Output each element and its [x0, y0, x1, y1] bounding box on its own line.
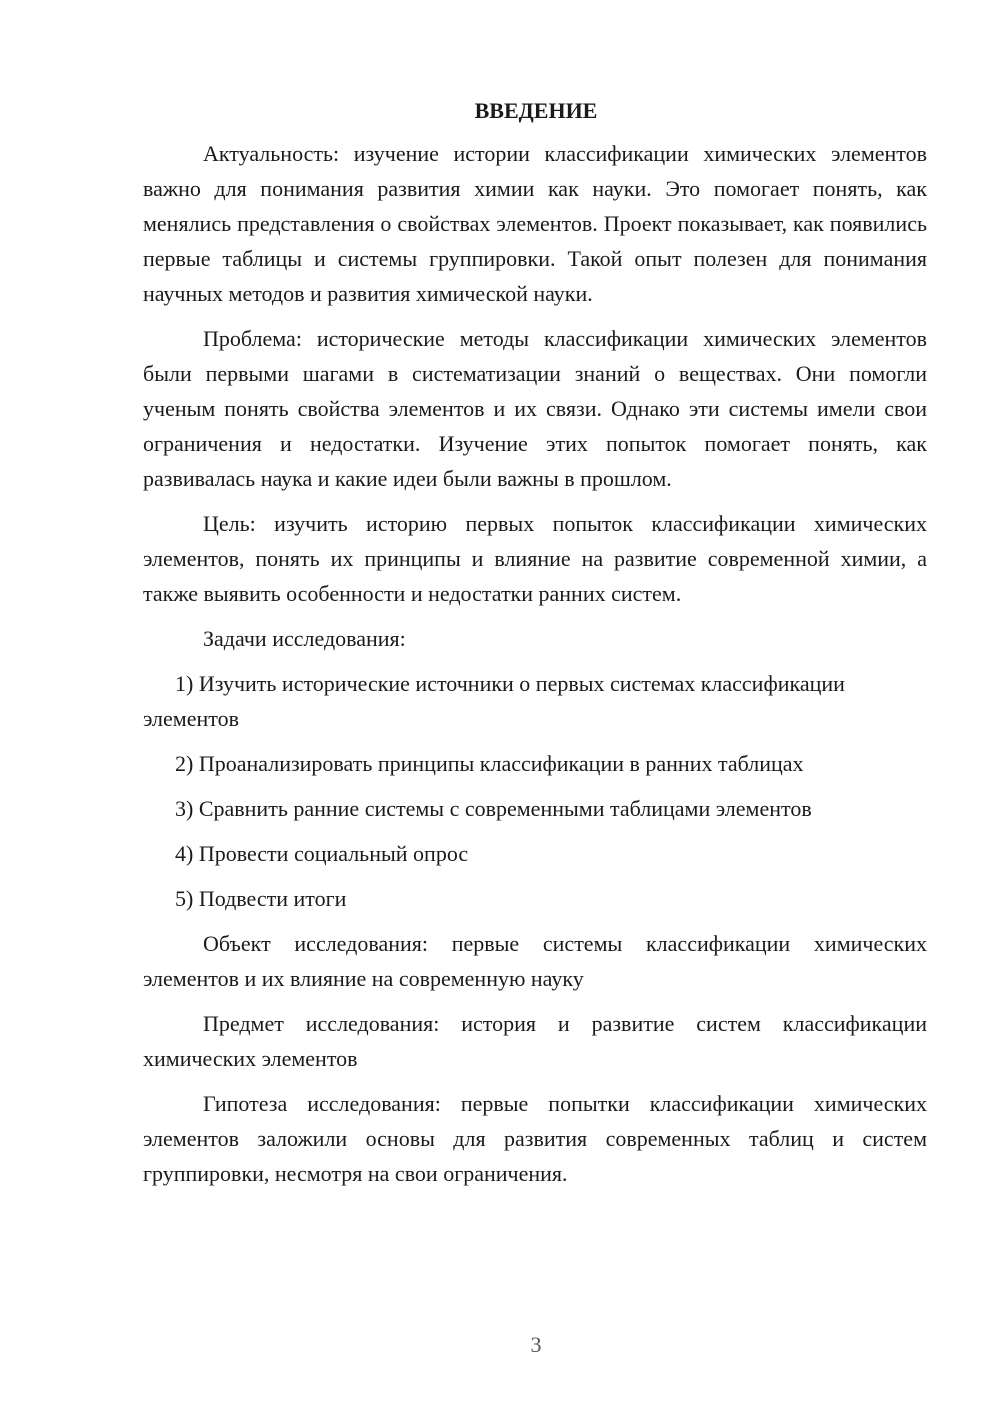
goal-paragraph: Цель: изучить историю первых попыток классификации химических элементов, понять их принципы и влияние на развитие современной химии, а также выявить особенности и недостатки ранних систем.: [143, 511, 927, 606]
page-title: ВВЕДЕНИЕ: [474, 98, 598, 123]
relevance-paragraph: Актуальность: изучение истории классификации химических элементов важно для понимания развития химии как науки. Это помогает понять, как менялись представления о свойствах элементов. Проект показывает, как появились первые таблицы и системы группировки. Такой опыт полезен для понимания научных методов и развития химической науки.: [143, 141, 927, 306]
problem-paragraph: Проблема: исторические методы классификации химических элементов были первыми шагами в систематизации знаний о веществах. Они помогли ученым понять свойства элементов и их связи. Однако эти системы имели свои ограничения и недостатки. Изучение этих попыток помогает понять, как развивалась наука и какие идеи были важны в прошлом.: [143, 326, 927, 491]
page-content: [143, 96, 927, 1191]
hypothesis-paragraph: Гипотеза исследования: первые попытки классификации химических элементов заложили основы для развития современных таблиц и систем группировки, несмотря на свои ограничения.: [143, 1091, 927, 1186]
task-item: 4) Провести социальный опрос: [175, 841, 469, 866]
task-item: 3) Сравнить ранние системы с современными таблицами элементов: [175, 796, 812, 821]
research-object-paragraph: Объект исследования: первые системы классификации химических элементов и их влияние на современную науку: [143, 931, 927, 991]
research-subject-paragraph: Предмет исследования: история и развитие систем классификации химических элементов: [143, 1011, 927, 1071]
task-item: 1) Изучить исторические источники о первых системах классификации элементов: [143, 671, 845, 731]
task-item: 2) Проанализировать принципы классификации в ранних таблицах: [175, 751, 804, 776]
tasks-title: Задачи исследования:: [203, 626, 406, 651]
page-number: 3: [530, 1332, 542, 1357]
task-item: 5) Подвести итоги: [175, 886, 347, 911]
